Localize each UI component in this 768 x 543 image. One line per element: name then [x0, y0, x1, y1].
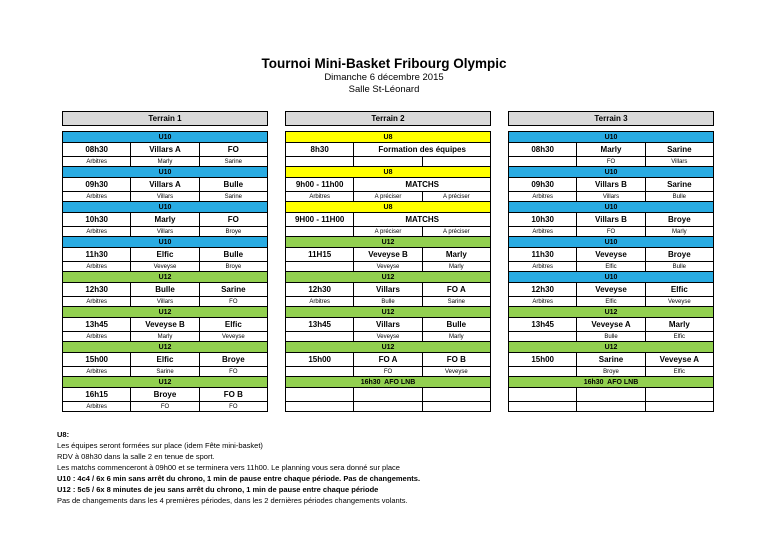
match-time: 10h30: [509, 213, 577, 227]
team-away: FO: [199, 213, 267, 227]
category-band: U12: [63, 342, 268, 353]
referee-name: Bulle: [577, 332, 645, 342]
referee-label: Arbitres: [63, 262, 131, 272]
empty-cell: [354, 157, 422, 167]
referee-name: Villars: [131, 192, 199, 202]
team-away: FO: [199, 143, 267, 157]
referee-label: Arbitres: [63, 192, 131, 202]
note-line: RDV à 08h30 dans la salle 2 en tenue de sport.: [57, 452, 215, 461]
referee-name: FO: [199, 367, 267, 377]
team-home: Marly: [577, 143, 645, 157]
referee-name: FO: [131, 402, 199, 412]
empty-cell: [286, 157, 354, 167]
team-away: Marly: [645, 318, 713, 332]
category-band: U10: [509, 132, 714, 143]
note-line: U8:: [57, 430, 70, 439]
team-home: Veveyse A: [577, 318, 645, 332]
match-time: 8h30: [286, 143, 354, 157]
page-title: Tournoi Mini-Basket Fribourg Olympic: [261, 56, 507, 71]
terrain-schedule-table: [508, 131, 714, 412]
referee-name: Elfic: [577, 262, 645, 272]
category-band: U12: [286, 307, 491, 318]
category-band: U12: [63, 377, 268, 388]
match-label: MATCHS: [354, 213, 491, 227]
empty-cell: [509, 402, 577, 412]
category-band: U10: [63, 237, 268, 248]
team-away: Sarine: [645, 143, 713, 157]
team-home: Villars: [354, 318, 422, 332]
team-away: Elfic: [645, 283, 713, 297]
note-line: Pas de changements dans les 4 premières périodes, dans les 2 dernières périodes changements volants.: [57, 496, 408, 505]
empty-cell: [286, 367, 354, 377]
category-band: U10: [509, 202, 714, 213]
team-away: Broye: [645, 248, 713, 262]
team-away: Elfic: [199, 318, 267, 332]
team-home: Broye: [131, 388, 199, 402]
category-band: U12: [286, 272, 491, 283]
terrain-column: [285, 111, 491, 412]
match-time: 16h15: [63, 388, 131, 402]
empty-cell: [286, 388, 354, 402]
referee-name: A préciser: [354, 192, 422, 202]
match-time: 11h30: [63, 248, 131, 262]
category-band: U12: [509, 342, 714, 353]
match-time: 09h30: [63, 178, 131, 192]
terrain-header: Terrain 1: [62, 111, 268, 126]
referee-name: Veveyse: [422, 367, 490, 377]
team-away: Bulle: [199, 178, 267, 192]
note-line: U12 : 5c5 / 6x 8 minutes de jeu sans arrêt du chrono, 1 min de pause entre chaque période: [57, 485, 379, 494]
terrain-column: [62, 111, 268, 412]
team-home: Villars: [354, 283, 422, 297]
referee-name: Sarine: [199, 192, 267, 202]
terrain-schedule-table: [285, 131, 491, 412]
team-home: Veveyse: [577, 248, 645, 262]
referee-name: Veveyse: [199, 332, 267, 342]
team-away: Bulle: [422, 318, 490, 332]
category-band: U10: [63, 167, 268, 178]
category-band: U12: [509, 307, 714, 318]
team-away: Broye: [645, 213, 713, 227]
category-band: U10: [509, 167, 714, 178]
category-band: U8: [286, 132, 491, 143]
category-band: U10: [509, 237, 714, 248]
referee-label: Arbitres: [509, 297, 577, 307]
team-home: Veveyse B: [354, 248, 422, 262]
match-time: 10h30: [63, 213, 131, 227]
referee-name: Sarine: [131, 367, 199, 377]
match-time: 12h30: [63, 283, 131, 297]
referee-name: Elfic: [645, 332, 713, 342]
empty-cell: [509, 388, 577, 402]
team-home: Villars A: [131, 178, 199, 192]
team-home: Veveyse B: [131, 318, 199, 332]
match-time: 13h45: [286, 318, 354, 332]
team-away: Veveyse A: [645, 353, 713, 367]
referee-name: Marly: [422, 332, 490, 342]
referee-name: Sarine: [199, 157, 267, 167]
team-away: Marly: [422, 248, 490, 262]
terrains-row: [62, 111, 714, 412]
event-venue: Salle St-Léonard: [348, 84, 420, 95]
empty-cell: [509, 332, 577, 342]
note-line: Les équipes seront formées sur place (idem Fête mini-basket): [57, 441, 263, 450]
referee-label: Arbitres: [63, 332, 131, 342]
referee-name: Bulle: [645, 262, 713, 272]
category-band: U10: [63, 132, 268, 143]
referee-name: FO: [577, 227, 645, 237]
referee-name: A préciser: [422, 192, 490, 202]
match-time: 9h00 - 11h00: [286, 178, 354, 192]
referee-name: FO: [577, 157, 645, 167]
category-band: U10: [509, 272, 714, 283]
referee-label: Arbitres: [63, 227, 131, 237]
team-away: FO B: [199, 388, 267, 402]
referee-name: Veveyse: [354, 332, 422, 342]
terrain-header: Terrain 3: [508, 111, 714, 126]
empty-cell: [645, 402, 713, 412]
empty-cell: [354, 388, 422, 402]
team-home: Elfic: [131, 353, 199, 367]
match-time: 11H15: [286, 248, 354, 262]
team-home: Elfic: [131, 248, 199, 262]
team-away: Bulle: [199, 248, 267, 262]
referee-label: Arbitres: [63, 367, 131, 377]
team-home: Sarine: [577, 353, 645, 367]
terrain-schedule-table: [62, 131, 268, 412]
referee-name: Veveyse: [645, 297, 713, 307]
referee-name: FO: [199, 297, 267, 307]
referee-name: Marly: [422, 262, 490, 272]
empty-cell: [286, 227, 354, 237]
team-away: Broye: [199, 353, 267, 367]
team-away: Sarine: [645, 178, 713, 192]
referee-name: Marly: [645, 227, 713, 237]
referee-name: A préciser: [354, 227, 422, 237]
match-time: 08h30: [509, 143, 577, 157]
team-home: FO A: [354, 353, 422, 367]
note-line: Les matchs commenceront à 09h00 et se terminera vers 11h00. Le planning vous sera donné sur place: [57, 463, 400, 472]
referee-name: Broye: [577, 367, 645, 377]
event-date: Dimanche 6 décembre 2015: [324, 72, 444, 83]
referee-name: Bulle: [354, 297, 422, 307]
match-time: 12h30: [286, 283, 354, 297]
empty-cell: [422, 388, 490, 402]
referee-name: Bulle: [645, 192, 713, 202]
empty-cell: [286, 402, 354, 412]
referee-label: Arbitres: [509, 262, 577, 272]
referee-label: Arbitres: [63, 402, 131, 412]
referee-name: Villars: [645, 157, 713, 167]
team-home: Villars B: [577, 213, 645, 227]
category-band: U12: [63, 307, 268, 318]
category-band: U8: [286, 202, 491, 213]
referee-name: A préciser: [422, 227, 490, 237]
referee-name: Broye: [199, 227, 267, 237]
match-time: 15h00: [509, 353, 577, 367]
empty-cell: [509, 157, 577, 167]
team-home: Villars B: [577, 178, 645, 192]
team-away: FO B: [422, 353, 490, 367]
match-time: 08h30: [63, 143, 131, 157]
referee-name: Sarine: [422, 297, 490, 307]
empty-cell: [286, 262, 354, 272]
team-home: Villars A: [131, 143, 199, 157]
match-time: 13h45: [63, 318, 131, 332]
afo-lnb-band: 16h30 AFO LNB: [509, 377, 714, 388]
empty-cell: [354, 402, 422, 412]
team-home: Bulle: [131, 283, 199, 297]
referee-name: Elfic: [577, 297, 645, 307]
empty-cell: [577, 402, 645, 412]
referee-name: Villars: [577, 192, 645, 202]
match-time: 15h00: [286, 353, 354, 367]
referee-name: Veveyse: [131, 262, 199, 272]
referee-label: Arbitres: [509, 192, 577, 202]
referee-name: Marly: [131, 157, 199, 167]
team-away: Sarine: [199, 283, 267, 297]
note-line: U10 : 4c4 / 6x 6 min sans arrêt du chrono, 1 min de pause entre chaque période. Pas de changements.: [57, 474, 421, 483]
empty-cell: [422, 157, 490, 167]
empty-cell: [645, 388, 713, 402]
referee-name: Villars: [131, 297, 199, 307]
match-time: 12h30: [509, 283, 577, 297]
category-band: U8: [286, 167, 491, 178]
match-time: 15h00: [63, 353, 131, 367]
category-band: U12: [286, 237, 491, 248]
empty-cell: [509, 367, 577, 377]
referee-name: Broye: [199, 262, 267, 272]
match-label: MATCHS: [354, 178, 491, 192]
terrain-header: Terrain 2: [285, 111, 491, 126]
category-band: U12: [286, 342, 491, 353]
referee-label: Arbitres: [286, 297, 354, 307]
empty-cell: [577, 388, 645, 402]
afo-lnb-band: 16h30 AFO LNB: [286, 377, 491, 388]
category-band: U12: [63, 272, 268, 283]
title-block: [0, 0, 768, 96]
referee-name: Veveyse: [354, 262, 422, 272]
match-label: Formation des équipes: [354, 143, 491, 157]
footer-notes: [57, 429, 768, 506]
match-time: 11h30: [509, 248, 577, 262]
match-time: 09h30: [509, 178, 577, 192]
referee-label: Arbitres: [63, 297, 131, 307]
match-time: 9H00 - 11H00: [286, 213, 354, 227]
team-home: Veveyse: [577, 283, 645, 297]
team-away: FO A: [422, 283, 490, 297]
empty-cell: [286, 332, 354, 342]
referee-label: Arbitres: [509, 227, 577, 237]
referee-name: FO: [199, 402, 267, 412]
team-home: Marly: [131, 213, 199, 227]
referee-name: FO: [354, 367, 422, 377]
category-band: U10: [63, 202, 268, 213]
referee-name: Villars: [131, 227, 199, 237]
empty-cell: [422, 402, 490, 412]
referee-name: Elfic: [645, 367, 713, 377]
match-time: 13h45: [509, 318, 577, 332]
terrain-column: [508, 111, 714, 412]
referee-name: Marly: [131, 332, 199, 342]
referee-label: Arbitres: [286, 192, 354, 202]
referee-label: Arbitres: [63, 157, 131, 167]
